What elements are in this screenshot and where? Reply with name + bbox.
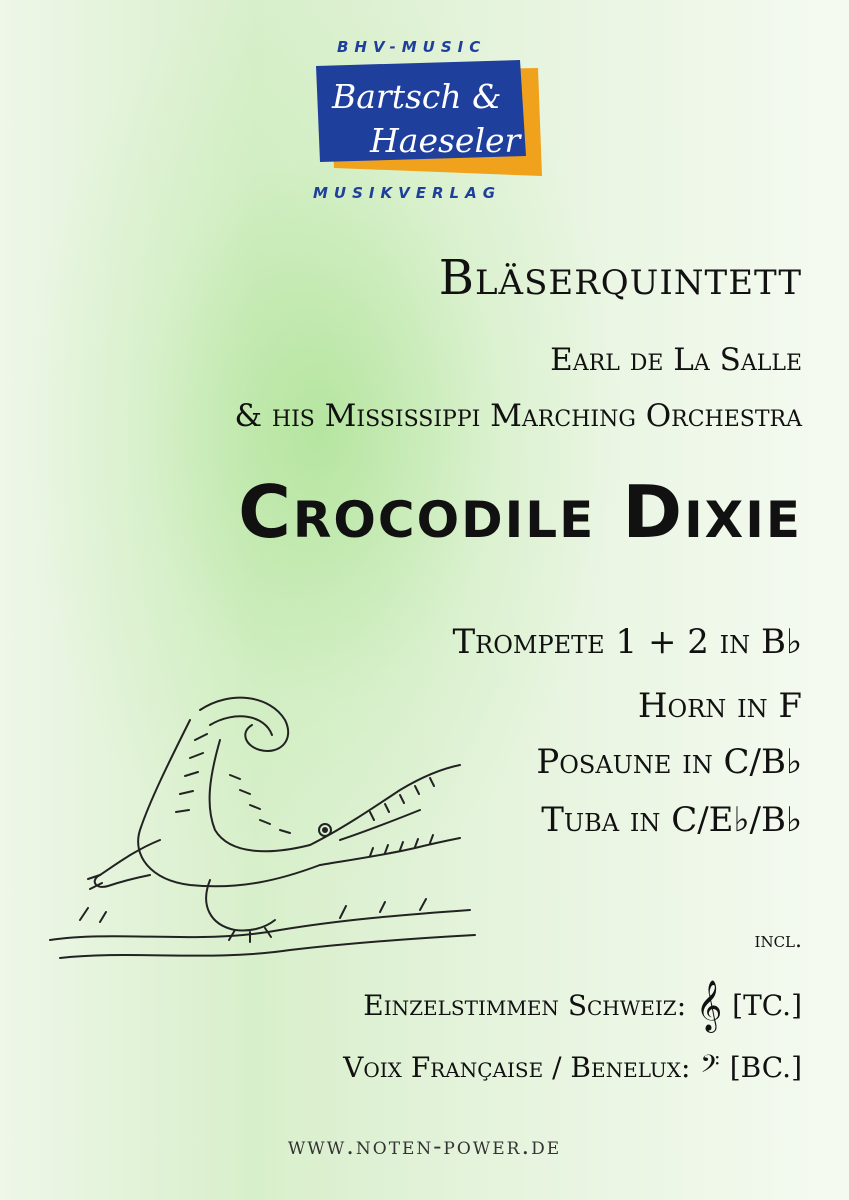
crocodile-icon	[40, 680, 480, 970]
part-variant-benelux	[343, 1050, 802, 1085]
bass-clef-icon: 𝄢	[700, 1050, 720, 1085]
piece-title: Crocodile Dixie	[238, 470, 802, 554]
part-variant-label: Voix Française / Benelux:	[343, 1051, 691, 1084]
part-variant-label: Einzelstimmen Schweiz:	[363, 989, 687, 1022]
instrument-item: Trompete 1 + 2 in B♭	[452, 622, 802, 662]
instrument-item: Tuba in C/E♭/B♭	[541, 800, 802, 840]
part-variant-code: [BC.]	[729, 1051, 802, 1084]
orchestra-name: & his Mississippi Marching Orchestra	[234, 398, 802, 434]
part-variant-code: [TC.]	[732, 989, 802, 1022]
publisher-name-line2: Haeseler	[370, 121, 521, 160]
composer-name: Earl de La Salle	[550, 342, 802, 378]
part-variant-swiss	[363, 980, 802, 1031]
publisher-bottom-text: MUSIKVERLAG	[313, 184, 501, 202]
treble-clef-icon: 𝄞	[696, 980, 723, 1031]
website-url: www.noten-power.de	[287, 1132, 562, 1160]
publisher-name-line1: Bartsch &	[332, 77, 502, 116]
instrument-item: Posaune in C/B♭	[536, 742, 802, 782]
instrument-item: Horn in F	[637, 686, 802, 726]
publisher-top-text: BHV-MUSIC	[337, 38, 487, 56]
includes-label: incl.	[754, 928, 802, 953]
genre-heading: Bläserquintett	[438, 250, 802, 306]
